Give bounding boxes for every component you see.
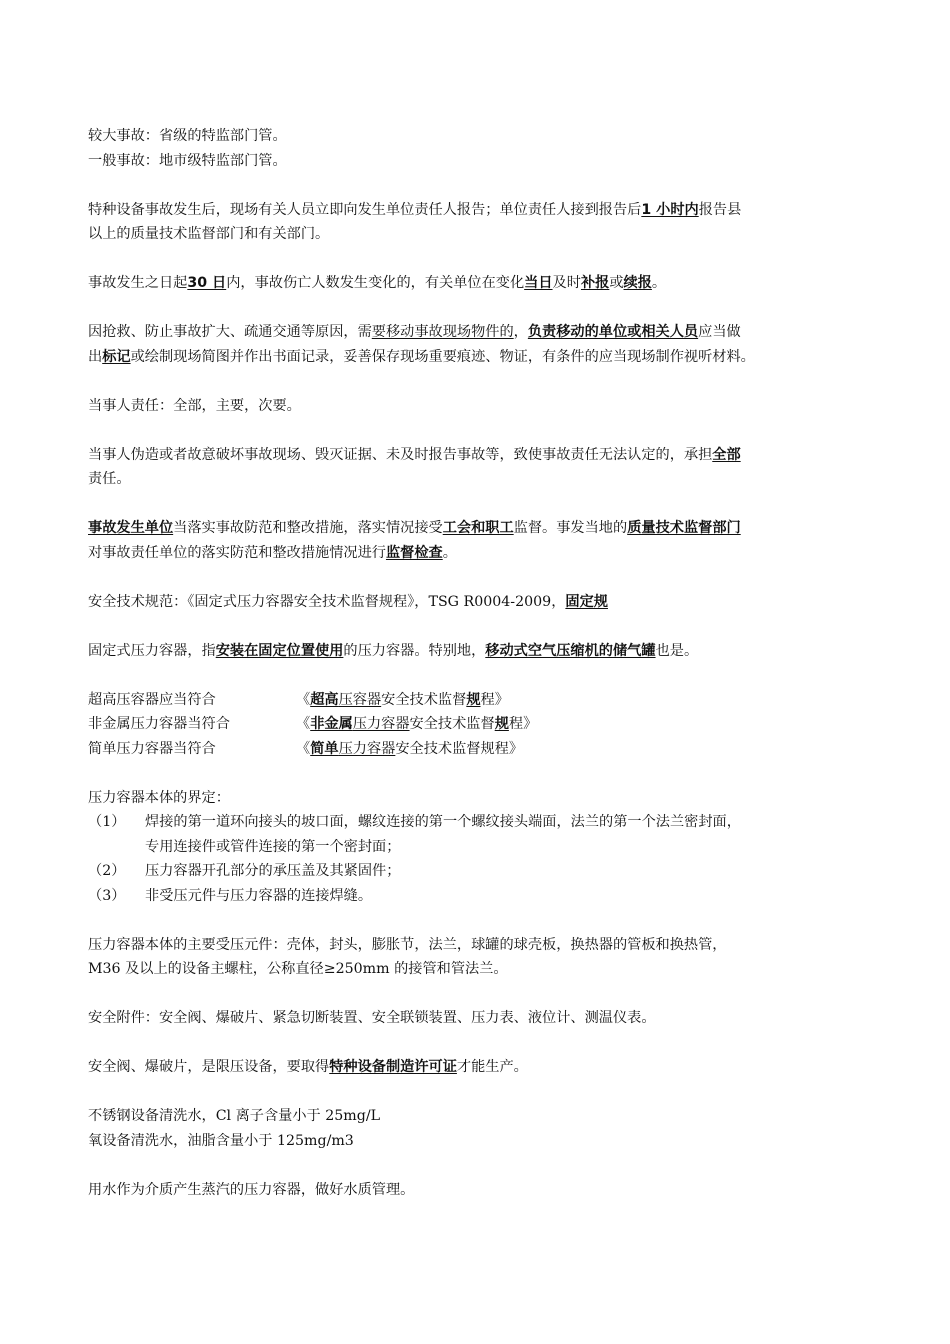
emphasis-text: 当日 xyxy=(524,275,553,291)
text-line: 一般事故：地市级特监部门管。 xyxy=(88,152,287,169)
text-span: 程》 xyxy=(508,716,538,732)
list-item xyxy=(88,810,878,859)
text-span: 《 xyxy=(296,716,311,732)
emphasis-text: 非金属 xyxy=(310,716,353,732)
emphasis-text: 全部 xyxy=(712,446,741,463)
emphasis-text: 规 xyxy=(466,691,481,708)
emphasis-text: 固定规 xyxy=(565,593,608,610)
underlined-text: 压容器 xyxy=(338,691,382,708)
text-line xyxy=(88,516,878,541)
underlined-text: 压力容器 xyxy=(352,716,410,732)
text-span: 安全技术监督 xyxy=(381,691,467,708)
text-span: 或绘制现场简图并作出书面记录，妥善保存现场重要痕迹、物证，有条件的应当现场制作视听材料。 xyxy=(130,348,755,365)
text-span: 的压力容器。特别地， xyxy=(343,642,486,659)
list-item xyxy=(88,884,878,909)
text-line xyxy=(88,198,878,223)
paragraph-rectification xyxy=(88,516,878,565)
list-number: （3） xyxy=(88,887,126,904)
list-text: 非受压元件与压力容器的连接焊缝。 xyxy=(145,887,373,904)
paragraph-scene-preservation xyxy=(88,320,878,369)
list-number: （2） xyxy=(88,863,126,879)
emphasis-text: 安装在固定位置使用 xyxy=(215,642,344,659)
emphasis-text: 续报 xyxy=(623,275,652,291)
text-line: 较大事故：省级的特监部门管。 xyxy=(88,128,287,144)
text-span: 才能生产。 xyxy=(456,1059,528,1075)
underlined-text: 压力容器 xyxy=(338,740,396,757)
text-span: 内，事故伤亡人数发生变化的，有关单位在变化 xyxy=(226,275,525,291)
text-span: 或 xyxy=(609,275,624,291)
text-span: 因抢救、防止事故扩大、疏通交通等原因，需 xyxy=(88,324,372,340)
text-line: 专用连接件或管件连接的第一个密封面； xyxy=(145,838,401,855)
emphasis-text: 1 小时内 xyxy=(641,201,699,218)
text-span: 。 xyxy=(651,275,667,291)
text-line: 氧设备清洗水，油脂含量小于 125mg/m3 xyxy=(88,1132,354,1149)
text-span: 当事人伪造或者故意破坏事故现场、毁灭证据、未及时报告事故等，致使事故责任无法认定的，承担 xyxy=(88,446,713,463)
standard-row xyxy=(88,688,878,713)
text-line: M36 及以上的设备主螺柱，公称直径≥250mm 的接管和管法兰。 xyxy=(88,961,508,977)
text-span: 。 xyxy=(442,544,457,561)
text-line xyxy=(88,320,878,345)
list-text: 压力容器开孔部分的承压盖及其紧固件； xyxy=(145,863,401,879)
text-span: 及时 xyxy=(552,275,581,291)
text-span: 安全技术监督规程》 xyxy=(395,740,524,757)
paragraph-license xyxy=(88,1055,878,1080)
text-line: 以上的质量技术监督部门和有关部门。 xyxy=(88,226,330,242)
paragraph-cleaning-water xyxy=(88,1104,878,1153)
text-span: 监督。事发当地的 xyxy=(513,520,628,536)
paragraph-responsibility: 当事人责任：全部，主要，次要。 xyxy=(88,397,301,414)
paragraph-safety-accessories: 安全附件：安全阀、爆破片、紧急切断装置、安全联锁装置、压力表、液位计、测温仪表。 xyxy=(88,1010,656,1026)
underlined-text: 要移动事故现场物件的 xyxy=(371,324,514,340)
emphasis-text: 30 日 xyxy=(187,275,227,291)
text-line xyxy=(88,443,878,468)
emphasis-text: 监督检查 xyxy=(385,544,443,561)
text-span: 也是。 xyxy=(655,642,699,659)
list-item xyxy=(88,859,878,884)
text-line: 压力容器本体的主要受压元件：壳体，封头，膨胀节，法兰，球罐的球壳板，换热器的管板和换热管， xyxy=(88,936,727,953)
list-number: （1） xyxy=(88,814,126,830)
standard-label: 简单压力容器当符合 xyxy=(88,740,216,757)
text-span: ， xyxy=(513,324,528,340)
emphasis-text: 规 xyxy=(494,716,509,732)
text-span: 对事故责任单位的落实防范和整改措施情况进行 xyxy=(88,544,386,561)
text-line: 焊接的第一道环向接头的坡口面，螺纹连接的第一个螺纹接头端面，法兰的第一个法兰密封面， xyxy=(145,814,741,830)
text-span: 安全阀、爆破片，是限压设备，要取得 xyxy=(88,1059,330,1075)
text-line xyxy=(88,639,878,664)
text-span: 固定式压力容器，指 xyxy=(88,642,216,659)
emphasis-text: 工会和职工 xyxy=(442,520,514,536)
paragraph-reporting xyxy=(88,198,878,247)
emphasis-text: 超高 xyxy=(310,691,339,708)
text-span: 《 xyxy=(296,691,311,708)
emphasis-text: 质量技术监督部门 xyxy=(627,520,741,536)
paragraph-tech-spec xyxy=(88,590,878,615)
text-line xyxy=(88,271,878,296)
standard-row xyxy=(88,712,878,737)
emphasis-text: 补报 xyxy=(580,275,610,291)
paragraph-fixed-vessel xyxy=(88,639,878,664)
list-text xyxy=(145,810,878,859)
text-span: 安全技术监督 xyxy=(409,716,495,732)
paragraph-pressure-parts xyxy=(88,933,878,982)
emphasis-text: 移动式空气压缩机的储气罐 xyxy=(485,642,656,659)
text-span: 应当做 xyxy=(698,324,741,340)
text-span: 安全技术规范：《固定式压力容器安全技术监督规程》，TSG R0004-2009， xyxy=(88,593,566,610)
text-line xyxy=(88,590,878,615)
emphasis-text: 简单 xyxy=(310,740,339,757)
text-span: 《 xyxy=(296,740,311,757)
text-line: 责任。 xyxy=(88,471,131,487)
text-span: 当落实事故防范和整改措施，落实情况接受 xyxy=(173,520,443,536)
standard-label: 非金属压力容器当符合 xyxy=(88,716,230,732)
text-span: 报告县 xyxy=(698,201,742,218)
text-line xyxy=(88,345,878,370)
text-line xyxy=(88,541,878,566)
emphasis-text: 负责移动的单位或相关人员 xyxy=(527,324,699,340)
text-span: 特种设备事故发生后，现场有关人员立即向发生单位责任人报告；单位责任人接到报告后 xyxy=(88,201,642,218)
emphasis-text: 特种设备制造许可证 xyxy=(329,1059,457,1075)
vessel-body-definition xyxy=(88,786,878,909)
standards-list xyxy=(88,688,878,762)
paragraph-water-quality: 用水作为介质产生蒸汽的压力容器，做好水质管理。 xyxy=(88,1181,415,1198)
paragraph-accident-levels xyxy=(88,124,878,173)
text-span: 程》 xyxy=(480,691,509,708)
text-line: 不锈钢设备清洗水，Cl 离子含量小于 25mg/L xyxy=(88,1108,381,1124)
list-title: 压力容器本体的界定： xyxy=(88,789,230,806)
paragraph-30-days xyxy=(88,271,878,296)
standard-label: 超高压容器应当符合 xyxy=(88,691,216,708)
paragraph-full-responsibility xyxy=(88,443,878,492)
emphasis-text: 事故发生单位 xyxy=(88,520,174,536)
text-span: 出 xyxy=(88,348,103,365)
text-line xyxy=(88,1055,878,1080)
standard-row xyxy=(88,737,878,762)
emphasis-text: 标记 xyxy=(102,348,131,365)
text-span: 事故发生之日起 xyxy=(88,275,188,291)
document-page xyxy=(88,124,878,1202)
